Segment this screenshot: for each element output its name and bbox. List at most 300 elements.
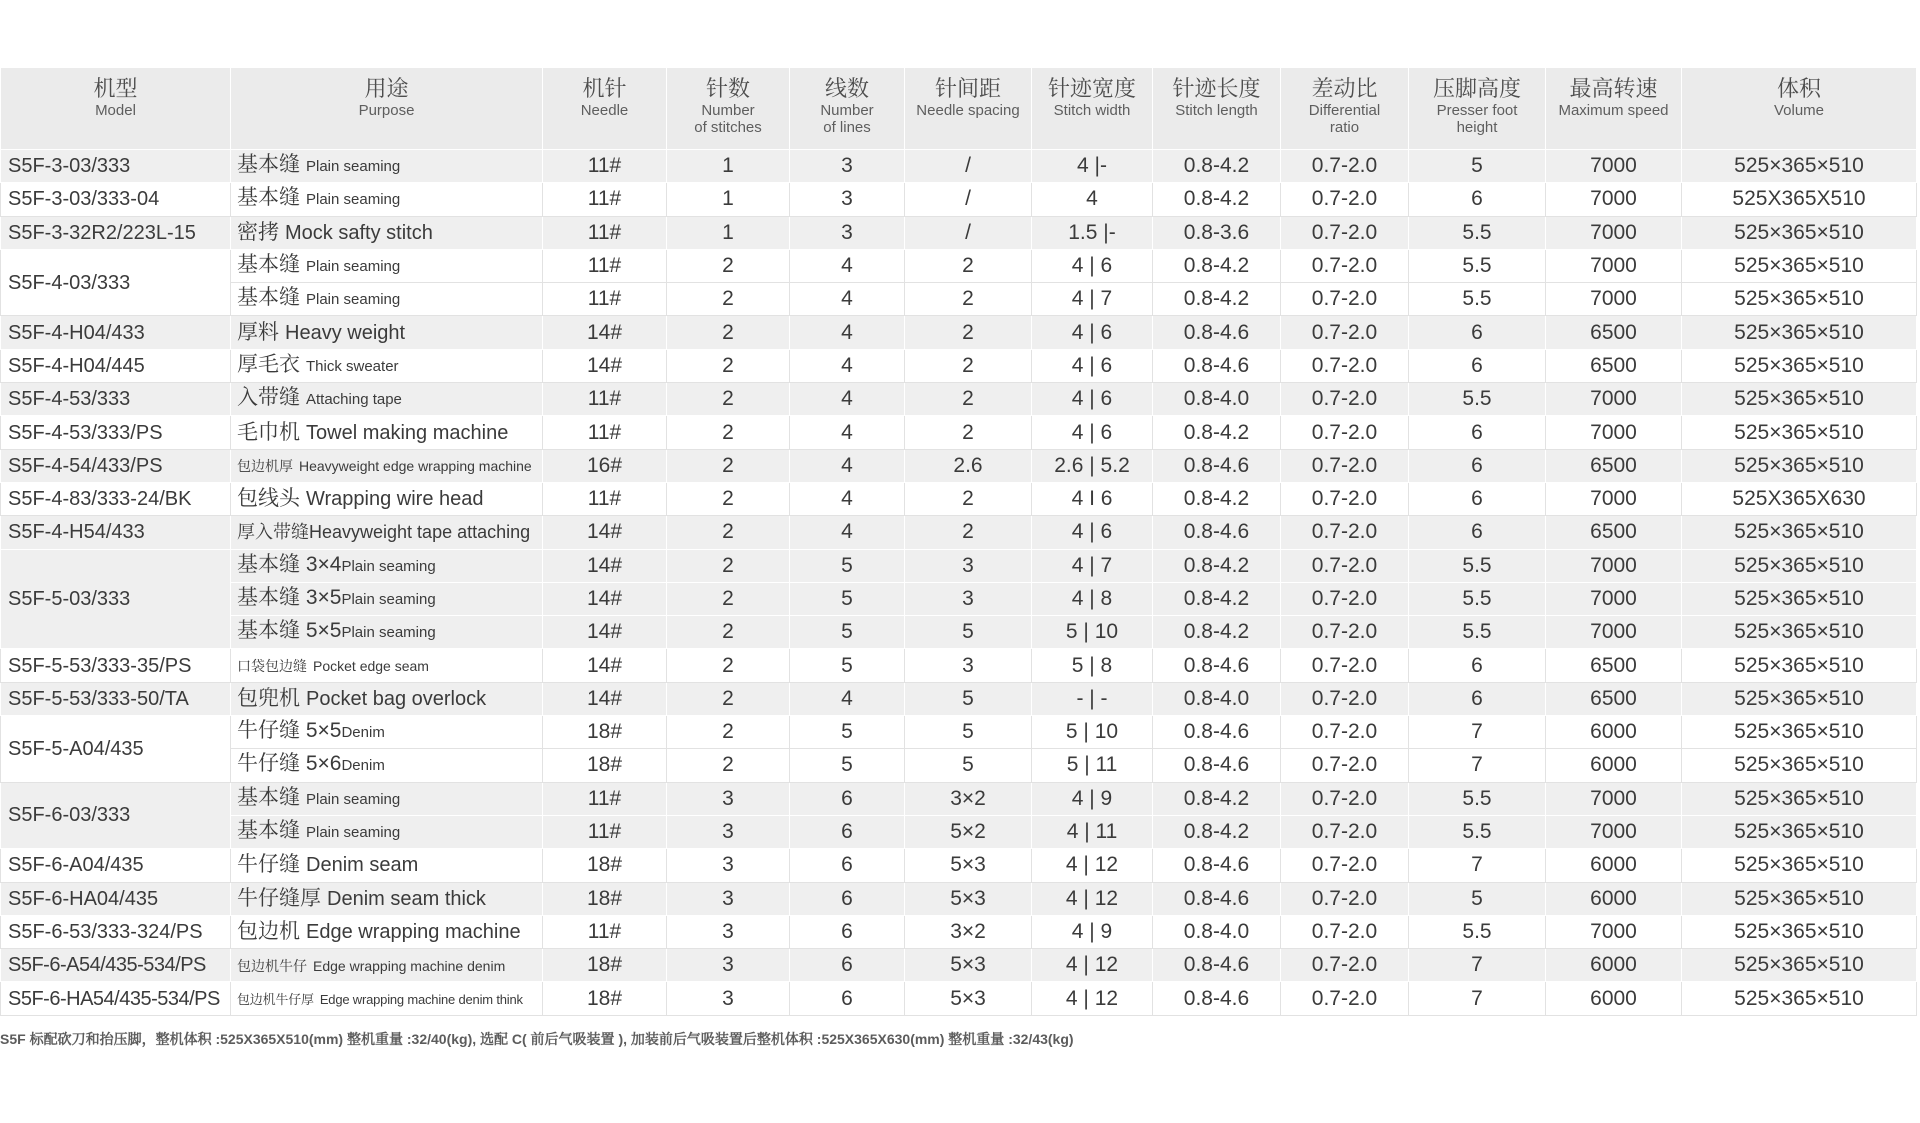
header-label-cn: 针间距 <box>934 76 1001 101</box>
presser-foot-height-cell: 5.5 <box>1409 383 1546 416</box>
header-needle <box>543 68 667 150</box>
header-max-speed <box>1546 68 1682 150</box>
purpose-cell <box>231 582 543 615</box>
volume-cell: 525×365×510 <box>1682 316 1917 349</box>
needle-cell: 18# <box>543 982 667 1015</box>
stitches-cell: 3 <box>667 949 790 982</box>
presser-foot-height-cell: 5.5 <box>1409 249 1546 282</box>
purpose-cn: 基本缝 <box>237 785 300 809</box>
table-row <box>1 549 1917 582</box>
stitch-length-cell: 0.8-4.2 <box>1153 549 1281 582</box>
presser-foot-height-cell: 5.5 <box>1409 216 1546 249</box>
volume-cell: 525×365×510 <box>1682 349 1917 382</box>
purpose-en: Heavy weight <box>285 321 406 344</box>
lines-cell: 6 <box>790 815 905 848</box>
table-row <box>1 449 1917 482</box>
header-label-en: ratio <box>1329 119 1360 136</box>
lines-cell: 5 <box>790 582 905 615</box>
max-speed-cell: 7000 <box>1546 183 1682 216</box>
lines-cell: 4 <box>790 383 905 416</box>
table-row <box>1 815 1917 848</box>
model-cell: S5F-6-03/333 <box>1 782 231 849</box>
differential-ratio-cell: 0.7-2.0 <box>1281 949 1409 982</box>
table-row <box>1 416 1917 449</box>
presser-foot-height-cell: 5 <box>1409 150 1546 183</box>
stitches-cell: 3 <box>667 882 790 915</box>
max-speed-cell: 6500 <box>1546 516 1682 549</box>
header-label-cn: 针数 <box>705 76 750 101</box>
header-label-cn: 线数 <box>824 76 869 101</box>
stitch-length-cell: 0.8-4.6 <box>1153 716 1281 749</box>
stitches-cell: 2 <box>667 416 790 449</box>
needle-spacing-cell: 2.6 <box>905 449 1032 482</box>
needle-cell: 11# <box>543 416 667 449</box>
stitches-cell: 2 <box>667 582 790 615</box>
spec-table <box>0 67 1917 1016</box>
purpose-cell <box>231 682 543 715</box>
stitches-cell: 2 <box>667 682 790 715</box>
table-row <box>1 183 1917 216</box>
differential-ratio-cell: 0.7-2.0 <box>1281 649 1409 682</box>
model-cell: S5F-6-HA54/435-534/PS <box>1 982 231 1015</box>
header-label-en: Stitch width <box>1053 102 1131 119</box>
header-label-en: Purpose <box>358 102 415 119</box>
stitch-width-cell: 5 | 10 <box>1032 716 1153 749</box>
volume-cell: 525×365×510 <box>1682 749 1917 782</box>
needle-cell: 18# <box>543 882 667 915</box>
needle-spacing-cell: 2 <box>905 316 1032 349</box>
needle-spacing-cell: 5×3 <box>905 982 1032 1015</box>
needle-spacing-cell: / <box>905 183 1032 216</box>
purpose-cn: 包线头 <box>237 487 300 511</box>
purpose-cn: 入带缝 <box>237 386 300 410</box>
differential-ratio-cell: 0.7-2.0 <box>1281 516 1409 549</box>
purpose-en: Denim seam thick <box>327 887 486 910</box>
purpose-cell <box>231 150 543 183</box>
lines-cell: 6 <box>790 982 905 1015</box>
stitch-length-cell: 0.8-4.6 <box>1153 949 1281 982</box>
lines-cell: 4 <box>790 682 905 715</box>
needle-spacing-cell: 5 <box>905 616 1032 649</box>
purpose-cell <box>231 416 543 449</box>
purpose-en: Heavyweight tape attaching <box>309 522 531 543</box>
stitches-cell: 2 <box>667 283 790 316</box>
purpose-cell <box>231 283 543 316</box>
model-cell: S5F-6-53/333-324/PS <box>1 915 231 948</box>
needle-cell: 14# <box>543 316 667 349</box>
stitches-cell: 3 <box>667 915 790 948</box>
lines-cell: 3 <box>790 216 905 249</box>
stitch-width-cell: 5 | 10 <box>1032 616 1153 649</box>
max-speed-cell: 7000 <box>1546 249 1682 282</box>
differential-ratio-cell: 0.7-2.0 <box>1281 283 1409 316</box>
presser-foot-height-cell: 6 <box>1409 482 1546 515</box>
stitch-length-cell: 0.8-4.6 <box>1153 649 1281 682</box>
stitch-length-cell: 0.8-4.6 <box>1153 849 1281 882</box>
stitch-width-cell: 4 | 6 <box>1032 516 1153 549</box>
stitches-cell: 2 <box>667 349 790 382</box>
needle-cell: 14# <box>543 616 667 649</box>
header-label-cn: 最高转速 <box>1569 76 1658 101</box>
volume-cell: 525×365×510 <box>1682 782 1917 815</box>
header-label-en: Model <box>95 102 136 119</box>
purpose-cell <box>231 383 543 416</box>
model-cell: S5F-6-A04/435 <box>1 849 231 882</box>
model-cell: S5F-4-53/333 <box>1 383 231 416</box>
purpose-cn: 基本缝 3×5 <box>237 586 342 609</box>
presser-foot-height-cell: 6 <box>1409 682 1546 715</box>
table-row <box>1 915 1917 948</box>
needle-cell: 14# <box>543 582 667 615</box>
differential-ratio-cell: 0.7-2.0 <box>1281 482 1409 515</box>
stitch-width-cell: 4 | 9 <box>1032 782 1153 815</box>
differential-ratio-cell: 0.7-2.0 <box>1281 216 1409 249</box>
stitch-length-cell: 0.8-4.6 <box>1153 349 1281 382</box>
header-label-en: Stitch length <box>1175 102 1258 119</box>
presser-foot-height-cell: 5.5 <box>1409 782 1546 815</box>
presser-foot-height-cell: 5.5 <box>1409 549 1546 582</box>
purpose-cn: 基本缝 <box>237 819 300 843</box>
needle-cell: 11# <box>543 283 667 316</box>
model-cell: S5F-5-03/333 <box>1 549 231 649</box>
header-label-en: Maximum speed <box>1558 102 1669 119</box>
stitch-length-cell: 0.8-4.0 <box>1153 915 1281 948</box>
volume-cell: 525×365×510 <box>1682 383 1917 416</box>
header-label-cn: 压脚高度 <box>1432 76 1521 101</box>
lines-cell: 4 <box>790 516 905 549</box>
needle-spacing-cell: 2 <box>905 283 1032 316</box>
stitch-width-cell: 4 <box>1032 183 1153 216</box>
header-label-en: Differential <box>1308 102 1381 119</box>
differential-ratio-cell: 0.7-2.0 <box>1281 815 1409 848</box>
model-cell: S5F-5-53/333-50/TA <box>1 682 231 715</box>
stitch-width-cell: 2.6 | 5.2 <box>1032 449 1153 482</box>
max-speed-cell: 6000 <box>1546 849 1682 882</box>
stitch-length-cell: 0.8-4.6 <box>1153 749 1281 782</box>
purpose-cn: 包边机厚 <box>237 458 293 475</box>
stitch-length-cell: 0.8-4.6 <box>1153 449 1281 482</box>
purpose-en: Heavyweight edge wrapping machine <box>299 458 532 475</box>
header-label-cn: 差动比 <box>1311 76 1378 101</box>
purpose-cell <box>231 949 543 982</box>
model-cell: S5F-4-53/333/PS <box>1 416 231 449</box>
purpose-cn: 厚料 <box>237 320 279 344</box>
purpose-cell <box>231 782 543 815</box>
differential-ratio-cell: 0.7-2.0 <box>1281 982 1409 1015</box>
needle-cell: 14# <box>543 349 667 382</box>
purpose-cn: 基本缝 <box>237 186 300 210</box>
needle-spacing-cell: 2 <box>905 383 1032 416</box>
lines-cell: 4 <box>790 416 905 449</box>
differential-ratio-cell: 0.7-2.0 <box>1281 150 1409 183</box>
stitches-cell: 2 <box>667 316 790 349</box>
needle-spacing-cell: 2 <box>905 516 1032 549</box>
needle-spacing-cell: 3×2 <box>905 782 1032 815</box>
differential-ratio-cell: 0.7-2.0 <box>1281 549 1409 582</box>
presser-foot-height-cell: 5.5 <box>1409 283 1546 316</box>
lines-cell: 5 <box>790 716 905 749</box>
purpose-cn: 口袋包边缝 <box>237 658 307 675</box>
purpose-cn: 密拷 <box>237 220 279 244</box>
max-speed-cell: 7000 <box>1546 815 1682 848</box>
purpose-cell <box>231 915 543 948</box>
needle-spacing-cell: 5×3 <box>905 882 1032 915</box>
purpose-cn: 厚毛衣 <box>237 352 300 376</box>
purpose-cell <box>231 716 543 749</box>
purpose-cn: 包兜机 <box>237 686 300 710</box>
lines-cell: 3 <box>790 183 905 216</box>
stitch-width-cell: 4 | 12 <box>1032 982 1153 1015</box>
needle-cell: 11# <box>543 782 667 815</box>
differential-ratio-cell: 0.7-2.0 <box>1281 316 1409 349</box>
needle-cell: 11# <box>543 183 667 216</box>
stitch-length-cell: 0.8-4.6 <box>1153 982 1281 1015</box>
lines-cell: 4 <box>790 349 905 382</box>
lines-cell: 3 <box>790 150 905 183</box>
lines-cell: 5 <box>790 649 905 682</box>
stitch-length-cell: 0.8-4.2 <box>1153 283 1281 316</box>
table-row <box>1 216 1917 249</box>
model-cell: S5F-4-H04/433 <box>1 316 231 349</box>
max-speed-cell: 6500 <box>1546 349 1682 382</box>
stitch-width-cell: 4 | 8 <box>1032 582 1153 615</box>
purpose-en: Plain seaming <box>341 557 436 575</box>
needle-cell: 14# <box>543 682 667 715</box>
header-presser-foot-height <box>1409 68 1546 150</box>
lines-cell: 6 <box>790 782 905 815</box>
needle-spacing-cell: 3 <box>905 649 1032 682</box>
stitch-length-cell: 0.8-4.2 <box>1153 482 1281 515</box>
model-cell: S5F-4-54/433/PS <box>1 449 231 482</box>
lines-cell: 4 <box>790 482 905 515</box>
differential-ratio-cell: 0.7-2.0 <box>1281 449 1409 482</box>
max-speed-cell: 7000 <box>1546 150 1682 183</box>
needle-cell: 11# <box>543 915 667 948</box>
needle-spacing-cell: 2 <box>905 482 1032 515</box>
stitches-cell: 1 <box>667 216 790 249</box>
table-row <box>1 582 1917 615</box>
max-speed-cell: 6500 <box>1546 316 1682 349</box>
differential-ratio-cell: 0.7-2.0 <box>1281 616 1409 649</box>
header-label-en: of lines <box>823 119 871 136</box>
lines-cell: 6 <box>790 915 905 948</box>
header-stitches <box>667 68 790 150</box>
purpose-cn: 基本缝 <box>237 153 300 177</box>
purpose-cell <box>231 449 543 482</box>
purpose-en: Plain seaming <box>341 624 436 642</box>
presser-foot-height-cell: 7 <box>1409 749 1546 782</box>
purpose-cell <box>231 616 543 649</box>
max-speed-cell: 6500 <box>1546 449 1682 482</box>
max-speed-cell: 6500 <box>1546 649 1682 682</box>
purpose-cn: 基本缝 <box>237 253 300 277</box>
header-label-cn: 针迹长度 <box>1172 76 1261 101</box>
needle-spacing-cell: 5×3 <box>905 949 1032 982</box>
differential-ratio-cell: 0.7-2.0 <box>1281 349 1409 382</box>
table-row <box>1 616 1917 649</box>
header-row <box>1 68 1917 150</box>
purpose-en: Plain seaming <box>341 591 436 608</box>
needle-spacing-cell: 3 <box>905 549 1032 582</box>
stitch-length-cell: 0.8-4.2 <box>1153 616 1281 649</box>
volume-cell: 525×365×510 <box>1682 549 1917 582</box>
table-row <box>1 482 1917 515</box>
volume-cell: 525×365×510 <box>1682 249 1917 282</box>
stitches-cell: 2 <box>667 549 790 582</box>
model-cell: S5F-4-H04/445 <box>1 349 231 382</box>
purpose-en: Denim seam <box>306 854 419 877</box>
differential-ratio-cell: 0.7-2.0 <box>1281 849 1409 882</box>
volume-cell: 525×365×510 <box>1682 949 1917 982</box>
max-speed-cell: 6000 <box>1546 749 1682 782</box>
purpose-en: Edge wrapping machine <box>306 920 521 943</box>
lines-cell: 5 <box>790 549 905 582</box>
purpose-cell <box>231 549 543 582</box>
stitches-cell: 2 <box>667 716 790 749</box>
table-row <box>1 849 1917 882</box>
presser-foot-height-cell: 5.5 <box>1409 582 1546 615</box>
differential-ratio-cell: 0.7-2.0 <box>1281 183 1409 216</box>
needle-spacing-cell: / <box>905 150 1032 183</box>
lines-cell: 6 <box>790 949 905 982</box>
volume-cell: 525×365×510 <box>1682 616 1917 649</box>
purpose-cell <box>231 516 543 549</box>
model-cell: S5F-3-03/333-04 <box>1 183 231 216</box>
stitch-width-cell: 4 | 6 <box>1032 349 1153 382</box>
header-purpose <box>231 68 543 150</box>
header-label-cn: 体积 <box>1776 76 1821 101</box>
max-speed-cell: 7000 <box>1546 582 1682 615</box>
needle-cell: 18# <box>543 716 667 749</box>
stitch-length-cell: 0.8-4.2 <box>1153 249 1281 282</box>
volume-cell: 525×365×510 <box>1682 582 1917 615</box>
stitches-cell: 3 <box>667 982 790 1015</box>
table-body <box>1 150 1917 1016</box>
volume-cell: 525X365X510 <box>1682 183 1917 216</box>
needle-cell: 11# <box>543 383 667 416</box>
header-label-en: Volume <box>1773 102 1825 119</box>
table-row <box>1 882 1917 915</box>
purpose-cn: 厚入带缝 <box>237 522 309 543</box>
needle-cell: 18# <box>543 949 667 982</box>
needle-spacing-cell: 2 <box>905 349 1032 382</box>
header-label-en: height <box>1456 119 1498 136</box>
max-speed-cell: 7000 <box>1546 216 1682 249</box>
stitches-cell: 2 <box>667 516 790 549</box>
stitch-width-cell: 4 | 12 <box>1032 849 1153 882</box>
presser-foot-height-cell: 5.5 <box>1409 616 1546 649</box>
purpose-cn: 基本缝 <box>237 286 300 310</box>
differential-ratio-cell: 0.7-2.0 <box>1281 749 1409 782</box>
stitches-cell: 2 <box>667 449 790 482</box>
stitch-length-cell: 0.8-4.2 <box>1153 150 1281 183</box>
table-row <box>1 782 1917 815</box>
table-row <box>1 949 1917 982</box>
needle-spacing-cell: 5×2 <box>905 815 1032 848</box>
presser-foot-height-cell: 6 <box>1409 516 1546 549</box>
purpose-cell <box>231 982 543 1015</box>
presser-foot-height-cell: 6 <box>1409 416 1546 449</box>
lines-cell: 4 <box>790 283 905 316</box>
purpose-cn: 毛巾机 <box>237 420 300 444</box>
purpose-cell <box>231 183 543 216</box>
purpose-en: Edge wrapping machine denim <box>313 957 506 974</box>
table-row <box>1 982 1917 1015</box>
volume-cell: 525×365×510 <box>1682 849 1917 882</box>
differential-ratio-cell: 0.7-2.0 <box>1281 716 1409 749</box>
purpose-en: Plain seaming <box>306 824 401 842</box>
table-row <box>1 283 1917 316</box>
stitch-width-cell: 4 | 12 <box>1032 949 1153 982</box>
volume-cell: 525×365×510 <box>1682 649 1917 682</box>
stitches-cell: 1 <box>667 150 790 183</box>
stitch-width-cell: 4 | 7 <box>1032 549 1153 582</box>
max-speed-cell: 6000 <box>1546 949 1682 982</box>
purpose-en: Pocket bag overlock <box>306 687 487 710</box>
purpose-en: Mock safty stitch <box>285 221 433 244</box>
header-label-en: Number <box>701 102 755 119</box>
table-row <box>1 249 1917 282</box>
differential-ratio-cell: 0.7-2.0 <box>1281 782 1409 815</box>
stitches-cell: 2 <box>667 249 790 282</box>
stitch-length-cell: 0.8-4.2 <box>1153 782 1281 815</box>
volume-cell: 525X365X630 <box>1682 482 1917 515</box>
needle-cell: 14# <box>543 549 667 582</box>
needle-spacing-cell: 2 <box>905 249 1032 282</box>
purpose-en: Edge wrapping machine denim think <box>319 991 523 1007</box>
header-label-cn: 针迹宽度 <box>1047 76 1136 101</box>
needle-spacing-cell: 2 <box>905 416 1032 449</box>
purpose-cell <box>231 349 543 382</box>
header-needle-spacing <box>905 68 1032 150</box>
volume-cell: 525×365×510 <box>1682 416 1917 449</box>
header-model <box>1 68 231 150</box>
table-row <box>1 682 1917 715</box>
table-row <box>1 516 1917 549</box>
stitches-cell: 3 <box>667 849 790 882</box>
needle-spacing-cell: 5×3 <box>905 849 1032 882</box>
differential-ratio-cell: 0.7-2.0 <box>1281 383 1409 416</box>
stitches-cell: 2 <box>667 482 790 515</box>
header-label-en: of stitches <box>694 119 762 136</box>
presser-foot-height-cell: 7 <box>1409 949 1546 982</box>
stitch-length-cell: 0.8-4.2 <box>1153 815 1281 848</box>
table-row <box>1 649 1917 682</box>
differential-ratio-cell: 0.7-2.0 <box>1281 416 1409 449</box>
purpose-cell <box>231 649 543 682</box>
max-speed-cell: 7000 <box>1546 482 1682 515</box>
header-label-cn: 机针 <box>582 76 627 101</box>
header-label-en: Needle <box>580 102 629 119</box>
stitch-width-cell: 4 | 6 <box>1032 383 1153 416</box>
stitch-width-cell: 4 | 11 <box>1032 815 1153 848</box>
header-label-en: Needle spacing <box>916 102 1020 119</box>
purpose-en: Plain seaming <box>306 258 401 276</box>
purpose-cn: 牛仔缝厚 <box>237 886 321 910</box>
purpose-en: Plain seaming <box>306 790 401 808</box>
presser-foot-height-cell: 6 <box>1409 183 1546 216</box>
stitch-length-cell: 0.8-4.6 <box>1153 882 1281 915</box>
table-row <box>1 383 1917 416</box>
model-cell: S5F-4-H54/433 <box>1 516 231 549</box>
purpose-en: Denim <box>341 724 385 742</box>
lines-cell: 5 <box>790 616 905 649</box>
presser-foot-height-cell: 7 <box>1409 849 1546 882</box>
needle-cell: 16# <box>543 449 667 482</box>
lines-cell: 5 <box>790 749 905 782</box>
max-speed-cell: 7000 <box>1546 616 1682 649</box>
max-speed-cell: 7000 <box>1546 416 1682 449</box>
